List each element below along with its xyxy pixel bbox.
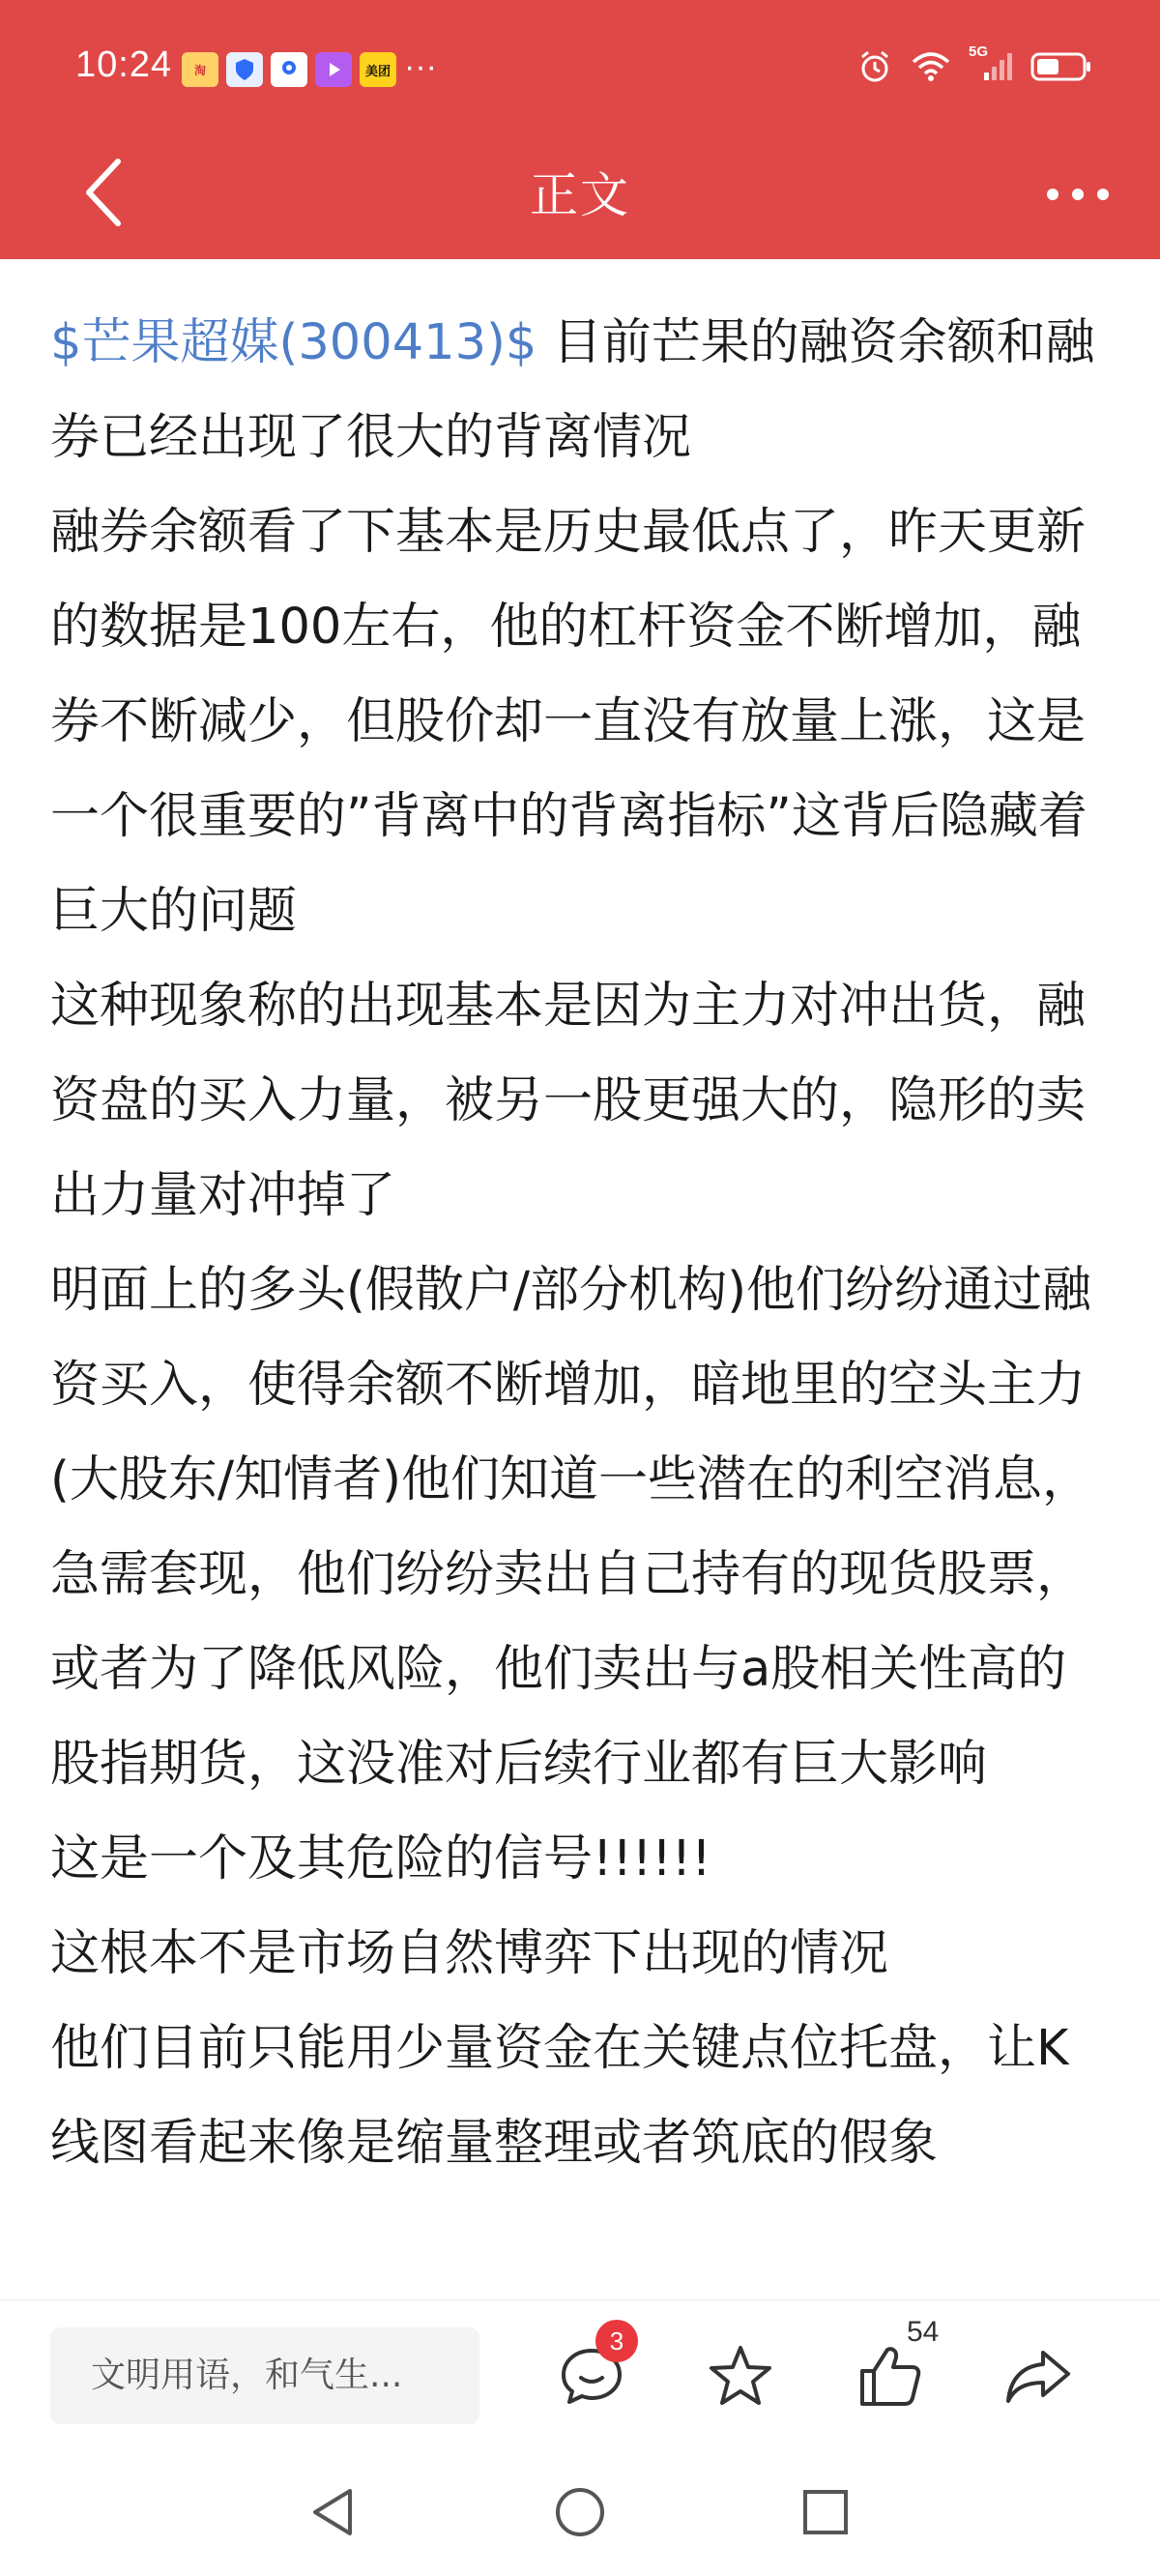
comment-input[interactable]: 文明用语，和气生... xyxy=(50,2327,479,2424)
signal-icon xyxy=(969,44,1013,84)
location-app-icon xyxy=(271,52,307,87)
network-type: 5G xyxy=(969,44,989,60)
star-icon xyxy=(708,2344,773,2408)
article-paragraph xyxy=(50,296,1114,485)
article-paragraph: 融券余额看了下基本是历史最低点了，昨天更新的数据是100左右，他的杠杆资金不断增加，融券不断减少，但股价却一直没有放量上涨，这是一个很重要的”背离中的背离指标”这背后隐藏着巨大的问题 xyxy=(50,504,1088,940)
alarm-icon xyxy=(856,48,893,85)
stock-tag-link[interactable]: $芒果超媒(300413)$ xyxy=(50,314,537,371)
wifi-icon xyxy=(911,50,951,83)
favorite-button[interactable] xyxy=(702,2335,779,2416)
share-button[interactable] xyxy=(1000,2335,1077,2416)
system-back-button[interactable] xyxy=(294,2474,371,2551)
more-horizontal-icon xyxy=(1046,188,1110,201)
square-recents-icon xyxy=(800,2487,851,2537)
battery-icon xyxy=(1030,50,1092,83)
article-text: 目前芒果的融资余额和融券已经出现了很大的背离情况 xyxy=(50,314,1095,466)
system-home-button[interactable] xyxy=(541,2474,619,2551)
triangle-back-icon xyxy=(307,2485,358,2539)
notification-icons xyxy=(182,52,396,87)
page-title: 正文 xyxy=(530,167,630,223)
article-paragraph: 这根本不是市场自然博弈下出现的情况 xyxy=(50,1925,889,1982)
meituan-icon: 美团 xyxy=(360,52,396,87)
comments-button[interactable] xyxy=(553,2326,630,2416)
share-icon xyxy=(1004,2347,1072,2405)
bottom-action-bar xyxy=(0,2299,1160,2445)
system-navigation-bar xyxy=(0,2444,1160,2576)
system-recents-button[interactable] xyxy=(787,2474,864,2551)
video-app-icon xyxy=(315,52,352,87)
taobao-icon: 淘 xyxy=(182,52,218,87)
nav-bar xyxy=(0,135,1160,259)
comment-count-badge: 3 xyxy=(595,2320,638,2362)
like-button[interactable] xyxy=(851,2316,940,2416)
article-paragraph: 明面上的多头(假散户/部分机构)他们纷纷通过融资买入，使得余额不断增加，暗地里的空头主力(大股东/知情者)他们知道一些潜在的利空消息，急需套现，他们纷纷卖出自己持有的现货股票，或者为了降低风险，他们卖出与a股相关性高的股指期货，这没准对后续行业都有巨大影响 xyxy=(50,1262,1091,1793)
system-icons xyxy=(856,44,1092,85)
like-count: 54 xyxy=(907,2316,940,2348)
more-button[interactable] xyxy=(1044,170,1112,219)
shield-app-icon xyxy=(226,52,263,87)
status-bar xyxy=(0,0,1160,135)
article-paragraph: 他们目前只能用少量资金在关键点位托盘，让K线图看起来像是缩量整理或者筑底的假象 xyxy=(50,2020,1069,2172)
circle-home-icon xyxy=(553,2485,607,2539)
more-notifications: ··· xyxy=(404,48,437,85)
article-paragraph: 这是一个及其危险的信号!!!!!! xyxy=(50,1830,711,1888)
app-header xyxy=(0,0,1160,259)
article-paragraph: 这种现象称的出现基本是因为主力对冲出货，融资盘的买入力量，被另一股更强大的，隐形的卖出力量对冲掉了 xyxy=(50,978,1087,1224)
article-body xyxy=(50,296,1114,2191)
status-time: 10:24 xyxy=(75,44,173,85)
thumbs-up-icon xyxy=(856,2344,922,2408)
